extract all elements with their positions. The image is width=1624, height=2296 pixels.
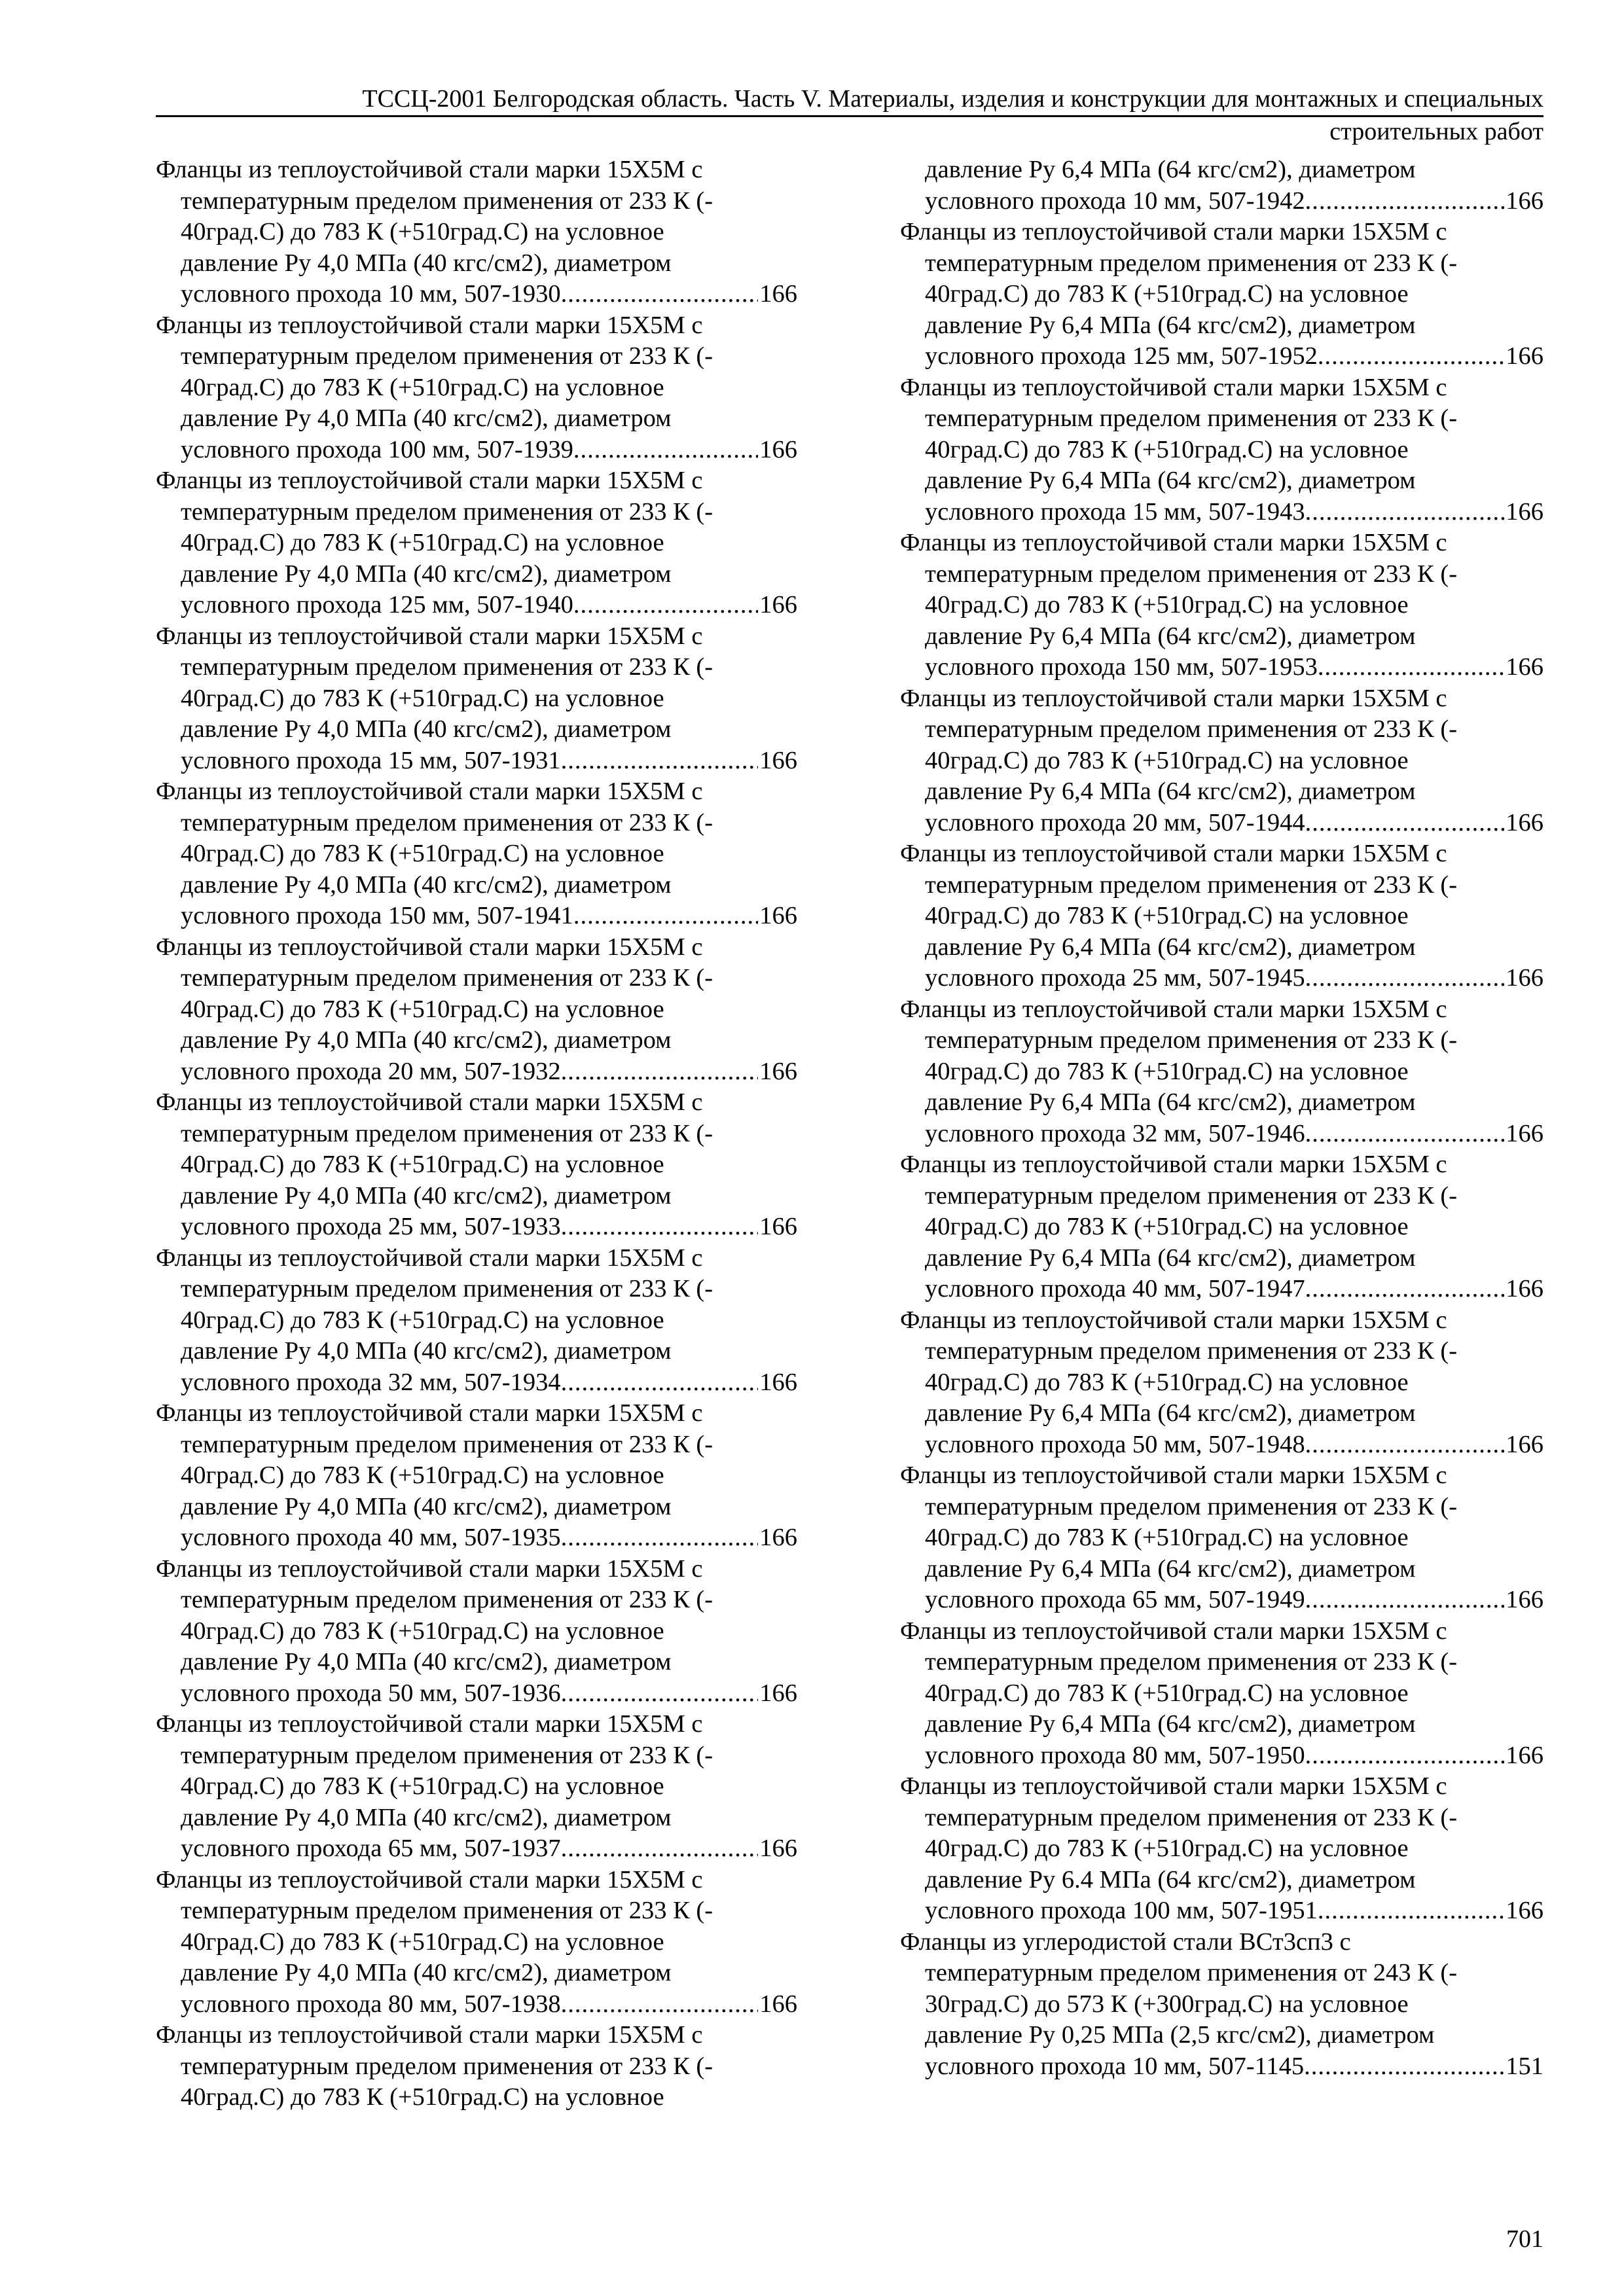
index-entry[interactable] (900, 528, 1543, 683)
entry-text-line: Фланцы из теплоустойчивой стали марки 15Х5М с (156, 622, 703, 650)
dot-leader (1305, 186, 1505, 217)
entry-code: условного прохода 125 мм, 507-1952 (925, 342, 1318, 370)
dot-leader (1318, 652, 1504, 683)
entry-text-line: температурным пределом применения от 243 К (- (925, 1959, 1458, 1986)
entry-last-line (900, 652, 1543, 683)
index-column-right (900, 154, 1543, 2082)
entry-text-line: давление Ру 6,4 МПа (64 кгс/см2), диаметром (925, 1399, 1416, 1427)
dot-leader (561, 279, 759, 310)
entry-text-line: давление Ру 6,4 МПа (64 кгс/см2), диаметром (925, 1244, 1416, 1272)
entry-text-line: Фланцы из теплоустойчивой стали марки 15Х5М с (156, 1865, 703, 1893)
entry-text-line: Фланцы из теплоустойчивой стали марки 15Х5М с (900, 995, 1447, 1023)
entry-text-line: 40град.С) до 783 К (+510град.С) на условное (181, 2083, 664, 2111)
entry-text-line: Фланцы из теплоустойчивой стали марки 15Х5М с (156, 1710, 703, 1738)
entry-last-line (156, 901, 797, 932)
index-entry[interactable] (900, 994, 1543, 1150)
entry-code: условного прохода 10 мм, 507-1145 (925, 2052, 1305, 2080)
entry-page-ref: 166 (1506, 342, 1543, 370)
entry-code: условного прохода 65 мм, 507-1937 (181, 1835, 561, 1862)
entry-last-line (900, 1585, 1543, 1616)
entry-last-line (900, 1119, 1543, 1150)
entry-code: условного прохода 20 мм, 507-1944 (925, 808, 1305, 836)
entry-text-line: 40град.С) до 783 К (+510град.С) на условное (181, 1151, 664, 1178)
entry-code: условного прохода 50 мм, 507-1948 (925, 1430, 1305, 1458)
entry-code: условного прохода 150 мм, 507-1941 (181, 902, 573, 929)
entry-text-line: температурным пределом применения от 233 К (- (181, 1897, 713, 1924)
entry-page-ref: 166 (759, 1213, 797, 1240)
dot-leader (573, 590, 758, 621)
index-entry[interactable] (156, 932, 797, 1088)
entry-last-line (900, 1274, 1543, 1305)
entry-page-ref: 166 (759, 280, 797, 308)
entry-text-line: Фланцы из теплоустойчивой стали марки 15Х5М с (900, 529, 1447, 556)
entry-text-line: Фланцы из теплоустойчивой стали марки 15Х5М с (900, 1151, 1447, 1178)
entry-code: условного прохода 10 мм, 507-1942 (925, 187, 1305, 215)
entry-page-ref: 166 (1506, 964, 1543, 992)
dot-leader (561, 1211, 759, 1243)
entry-page-ref: 166 (1506, 1586, 1543, 1613)
entry-last-line (156, 590, 797, 621)
index-entry[interactable] (156, 1243, 797, 1399)
entry-text-line: Фланцы из теплоустойчивой стали марки 15Х5М с (156, 2021, 703, 2049)
entry-text-line: Фланцы из теплоустойчивой стали марки 15Х5М с (900, 840, 1447, 867)
header-line-2: строительных работ (1329, 118, 1543, 145)
dot-leader (1305, 808, 1505, 839)
entry-text-line: давление Ру 6,4 МПа (64 кгс/см2), диаметром (925, 1554, 1416, 1583)
entry-text-line: температурным пределом применения от 233 К (- (925, 1337, 1458, 1365)
entry-text-line: давление Ру 4,0 МПа (40 кгс/см2), диаметром (181, 1026, 672, 1054)
header-line-1: ТССЦ-2001 Белгородская область. Часть V. Материалы, изделия и конструкции для монтажных и специальных (362, 85, 1543, 113)
entry-code: условного прохода 100 мм, 507-1951 (925, 1897, 1318, 1924)
entry-text-line: температурным пределом применения от 233 К (- (925, 404, 1458, 432)
entry-page-ref: 151 (1506, 2052, 1543, 2080)
entry-text-line: 40град.С) до 783 К (+510град.С) на условное (925, 902, 1409, 929)
entry-text-line: температурным пределом применения от 233 К (- (181, 1430, 713, 1458)
entry-text-line: Фланцы из теплоустойчивой стали марки 15Х5М с (900, 1617, 1447, 1645)
entry-text-line: 40град.С) до 783 К (+510град.С) на условное (181, 218, 664, 245)
dot-leader (561, 1056, 759, 1088)
entry-page-ref: 166 (1506, 808, 1543, 836)
entry-text-line: давление Ру 4,0 МПа (40 кгс/см2), диаметром (181, 1492, 672, 1520)
entry-text-line: Фланцы из теплоустойчивой стали марки 15Х5М с (156, 1088, 703, 1116)
index-entry[interactable] (156, 310, 797, 466)
index-entry[interactable] (156, 1865, 797, 2020)
entry-text-line: 40град.С) до 783 К (+510град.С) на условное (181, 684, 664, 712)
entry-text-line: давление Ру 4,0 МПа (40 кгс/см2), диаметром (181, 870, 672, 899)
entry-text-line: температурным пределом применения от 233 К (- (925, 870, 1458, 899)
index-entry[interactable] (156, 154, 797, 310)
entry-text-line: 40град.С) до 783 К (+510град.С) на условное (925, 280, 1409, 308)
entry-text-line: температурным пределом применения от 233 К (- (925, 1648, 1458, 1676)
entry-text-line: давление Ру 4,0 МПа (40 кгс/см2), диаметром (181, 1803, 672, 1831)
entry-page-ref: 166 (1506, 1897, 1543, 1924)
dot-leader (1318, 1895, 1504, 1927)
entry-code: условного прохода 40 мм, 507-1947 (925, 1275, 1305, 1302)
entry-page-ref: 166 (759, 1835, 797, 1862)
index-entry[interactable] (156, 2020, 797, 2113)
entry-text-line: давление Ру 4,0 МПа (40 кгс/см2), диаметром (181, 1648, 672, 1676)
entry-text-line: давление Ру 4,0 МПа (40 кгс/см2), диаметром (181, 1959, 672, 1986)
entry-code: условного прохода 15 мм, 507-1943 (925, 497, 1305, 526)
entry-text-line: температурным пределом применения от 233 К (- (181, 187, 713, 215)
entry-text-line: Фланцы из теплоустойчивой стали марки 15Х5М с (156, 778, 703, 805)
dot-leader (1305, 1119, 1505, 1150)
dot-leader (561, 1522, 759, 1554)
index-entry[interactable] (900, 1927, 1543, 2083)
entry-text-line: 30град.С) до 573 К (+300град.С) на условное (925, 1990, 1409, 2018)
entry-code: условного прохода 32 мм, 507-1934 (181, 1368, 561, 1396)
entry-text-line: давление Ру 4,0 МПа (40 кгс/см2), диаметром (181, 560, 672, 588)
dot-leader (561, 1367, 759, 1399)
entry-text-line: 40град.С) до 783 К (+510град.С) на условное (925, 1835, 1409, 1862)
entry-text-line: Фланцы из теплоустойчивой стали марки 15Х5М с (900, 1772, 1447, 1800)
entry-last-line (900, 963, 1543, 994)
entry-last-line (156, 1056, 797, 1088)
entry-last-line (156, 1833, 797, 1865)
entry-last-line (900, 1429, 1543, 1461)
entry-last-line (900, 186, 1543, 217)
entry-text-line: температурным пределом применения от 233 К (- (181, 964, 713, 992)
entry-text-line: давление Ру 4,0 МПа (40 кгс/см2), диаметром (181, 404, 672, 432)
entry-page-ref: 166 (759, 435, 797, 463)
entry-text-line: давление Ру 6,4 МПа (64 кгс/см2), диаметром (925, 156, 1416, 183)
entry-last-line (156, 1367, 797, 1399)
entry-last-line (900, 808, 1543, 839)
entry-page-ref: 166 (759, 902, 797, 929)
entry-text-line: 40град.С) до 783 К (+510град.С) на условное (925, 435, 1409, 463)
entry-text-line: температурным пределом применения от 233 К (- (181, 1741, 713, 1769)
entry-text-line: Фланцы из теплоустойчивой стали марки 15Х5М с (156, 1554, 703, 1583)
entry-page-ref: 166 (1506, 187, 1543, 215)
entry-text-line: температурным пределом применения от 233 К (- (181, 653, 713, 681)
entry-text-line: температурным пределом применения от 233 К (- (181, 1275, 713, 1302)
entry-page-ref: 166 (759, 746, 797, 774)
index-entry[interactable] (900, 154, 1543, 217)
entry-text-line: Фланцы из теплоустойчивой стали марки 15Х5М с (900, 1306, 1447, 1334)
entry-text-line: 40град.С) до 783 К (+510град.С) на условное (181, 1928, 664, 1956)
index-column-left (156, 154, 797, 2113)
entry-text-line: Фланцы из теплоустойчивой стали марки 15Х5М с (156, 311, 703, 339)
entry-code: условного прохода 20 мм, 507-1932 (181, 1057, 561, 1085)
dot-leader (1305, 1274, 1505, 1305)
entry-page-ref: 166 (759, 1990, 797, 2018)
entry-last-line (156, 1522, 797, 1554)
index-entry[interactable] (156, 1087, 797, 1243)
entry-text-line: 40град.С) до 783 К (+510град.С) на условное (925, 591, 1409, 619)
entry-page-ref: 166 (759, 591, 797, 619)
entry-page-ref: 166 (1506, 1119, 1543, 1147)
index-entry[interactable] (900, 1149, 1543, 1305)
dot-leader (573, 901, 758, 932)
entry-text-line: Фланцы из теплоустойчивой стали марки 15Х5М с (900, 684, 1447, 712)
entry-text-line: Фланцы из теплоустойчивой стали марки 15Х5М с (156, 933, 703, 961)
entry-text-line: температурным пределом применения от 233 К (- (925, 249, 1458, 277)
entry-text-line: 40град.С) до 783 К (+510град.С) на условное (181, 840, 664, 867)
entry-text-line: Фланцы из теплоустойчивой стали марки 15Х5М с (900, 1462, 1447, 1489)
index-entry[interactable] (900, 683, 1543, 839)
index-entry[interactable] (900, 1616, 1543, 1772)
entry-page-ref: 166 (759, 1057, 797, 1085)
entry-text-line: давление Ру 6,4 МПа (64 кгс/см2), диаметром (925, 467, 1416, 494)
entry-last-line (156, 745, 797, 777)
index-entry[interactable] (900, 217, 1543, 372)
entry-text-line: 40град.С) до 783 К (+510град.С) на условное (181, 1306, 664, 1334)
entry-last-line (900, 341, 1543, 372)
index-entry[interactable] (900, 1305, 1543, 1461)
entry-text-line: давление Ру 4,0 МПа (40 кгс/см2), диаметром (181, 1181, 672, 1210)
entry-text-line: 40град.С) до 783 К (+510град.С) на условное (181, 1462, 664, 1489)
entry-text-line: давление Ру 4,0 МПа (40 кгс/см2), диаметром (181, 249, 672, 277)
running-header (156, 84, 1543, 117)
entry-text-line: температурным пределом применения от 233 К (- (181, 808, 713, 836)
entry-page-ref: 166 (1506, 1275, 1543, 1302)
entry-text-line: Фланцы из теплоустойчивой стали марки 15Х5М с (156, 1244, 703, 1272)
entry-text-line: 40град.С) до 783 К (+510град.С) на условное (925, 1368, 1409, 1396)
index-entry[interactable] (900, 838, 1543, 994)
entry-page-ref: 166 (759, 1524, 797, 1551)
entry-text-line: Фланцы из теплоустойчивой стали марки 15Х5М с (900, 218, 1447, 245)
index-entry[interactable] (900, 1460, 1543, 1616)
entry-code: условного прохода 25 мм, 507-1933 (181, 1213, 561, 1240)
entry-text-line: температурным пределом применения от 233 К (- (925, 560, 1458, 588)
dot-leader (1305, 963, 1505, 994)
dot-leader (1318, 341, 1504, 372)
entry-text-line: 40град.С) до 783 К (+510град.С) на условное (925, 1057, 1409, 1085)
entry-text-line: давление Ру 0,25 МПа (2,5 кгс/см2), диаметром (925, 2021, 1435, 2049)
entry-text-line: температурным пределом применения от 233 К (- (181, 1586, 713, 1613)
entry-text-line: давление Ру 6,4 МПа (64 кгс/см2), диаметром (925, 1088, 1416, 1116)
dot-leader (1305, 497, 1505, 528)
entry-text-line: 40град.С) до 783 К (+510град.С) на условное (925, 1524, 1409, 1551)
entry-text-line: давление Ру 6,4 МПа (64 кгс/см2), диаметром (925, 622, 1416, 650)
dot-leader (573, 435, 758, 466)
entry-last-line (900, 2051, 1543, 2083)
dot-leader (561, 1989, 759, 2020)
entry-text-line: температурным пределом применения от 233 К (- (925, 715, 1458, 743)
entry-text-line: температурным пределом применения от 233 К (- (181, 497, 713, 526)
index-entry[interactable] (156, 776, 797, 932)
entry-code: условного прохода 100 мм, 507-1939 (181, 435, 573, 463)
entry-text-line: давление Ру 4,0 МПа (40 кгс/см2), диаметром (181, 715, 672, 743)
entry-page-ref: 166 (1506, 1430, 1543, 1458)
index-entry[interactable] (156, 1709, 797, 1865)
dot-leader (561, 1833, 759, 1865)
entry-text-line: давление Ру 6,4 МПа (64 кгс/см2), диаметром (925, 311, 1416, 339)
dot-leader (1304, 2051, 1504, 2083)
dot-leader (1305, 1585, 1505, 1616)
entry-page-ref: 166 (1506, 497, 1543, 526)
entry-last-line (900, 497, 1543, 528)
dot-leader (1305, 1429, 1505, 1461)
entry-code: условного прохода 40 мм, 507-1935 (181, 1524, 561, 1551)
dot-leader (561, 1678, 759, 1710)
entry-last-line (156, 279, 797, 310)
entry-text-line: температурным пределом применения от 233 К (- (181, 2052, 713, 2080)
entry-last-line (156, 435, 797, 466)
entry-text-line: давление Ру 4,0 МПа (40 кгс/см2), диаметром (181, 1337, 672, 1365)
entry-text-line: Фланцы из теплоустойчивой стали марки 15Х5М с (156, 467, 703, 494)
entry-code: условного прохода 125 мм, 507-1940 (181, 591, 573, 619)
entry-code: условного прохода 10 мм, 507-1930 (181, 280, 561, 308)
index-entry[interactable] (156, 621, 797, 777)
entry-text-line: температурным пределом применения от 233 К (- (925, 1181, 1458, 1210)
entry-code: условного прохода 50 мм, 507-1936 (181, 1679, 561, 1707)
entry-page-ref: 166 (1506, 653, 1543, 681)
entry-code: условного прохода 32 мм, 507-1946 (925, 1119, 1305, 1147)
entry-text-line: температурным пределом применения от 233 К (- (925, 1803, 1458, 1831)
entry-text-line: 40град.С) до 783 К (+510град.С) на условное (925, 746, 1409, 774)
entry-text-line: 40град.С) до 783 К (+510град.С) на условное (925, 1679, 1409, 1707)
entry-code: условного прохода 25 мм, 507-1945 (925, 964, 1305, 992)
entry-last-line (156, 1678, 797, 1710)
index-entry[interactable] (900, 1771, 1543, 1927)
entry-last-line (900, 1895, 1543, 1927)
index-entry[interactable] (156, 1398, 797, 1554)
entry-page-ref: 166 (1506, 1741, 1543, 1769)
entry-text-line: температурным пределом применения от 233 К (- (181, 1119, 713, 1147)
entry-text-line: температурным пределом применения от 233 К (- (925, 1026, 1458, 1054)
entry-text-line: 40град.С) до 783 К (+510град.С) на условное (181, 1617, 664, 1645)
entry-text-line: 40град.С) до 783 К (+510град.С) на условное (181, 1772, 664, 1800)
entry-text-line: температурным пределом применения от 233 К (- (181, 342, 713, 370)
entry-code: условного прохода 65 мм, 507-1949 (925, 1586, 1305, 1613)
entry-last-line (156, 1989, 797, 2020)
index-entry[interactable] (156, 1554, 797, 1710)
dot-leader (561, 745, 759, 777)
entry-text-line: давление Ру 6.4 МПа (64 кгс/см2), диаметром (925, 1865, 1416, 1893)
entry-text-line: 40град.С) до 783 К (+510град.С) на условное (925, 1213, 1409, 1240)
entry-last-line (900, 1740, 1543, 1772)
entry-code: условного прохода 15 мм, 507-1931 (181, 746, 561, 774)
entry-last-line (156, 1211, 797, 1243)
entry-text-line: Фланцы из теплоустойчивой стали марки 15Х5М с (900, 373, 1447, 401)
entry-text-line: Фланцы из теплоустойчивой стали марки 15Х5М с (156, 1399, 703, 1427)
entry-text-line: давление Ру 6,4 МПа (64 кгс/см2), диаметром (925, 933, 1416, 961)
entry-page-ref: 166 (759, 1368, 797, 1396)
entry-text-line: 40град.С) до 783 К (+510град.С) на условное (181, 995, 664, 1023)
index-entry[interactable] (900, 372, 1543, 528)
page-number: 701 (1506, 2225, 1543, 2253)
entry-text-line: температурным пределом применения от 233 К (- (925, 1492, 1458, 1520)
entry-code: условного прохода 80 мм, 507-1950 (925, 1741, 1305, 1769)
entry-text-line: 40град.С) до 783 К (+510град.С) на условное (181, 529, 664, 556)
entry-text-line: давление Ру 6,4 МПа (64 кгс/см2), диаметром (925, 1710, 1416, 1738)
entry-code: условного прохода 150 мм, 507-1953 (925, 653, 1318, 681)
entry-text-line: давление Ру 6,4 МПа (64 кгс/см2), диаметром (925, 778, 1416, 805)
dot-leader (1305, 1740, 1505, 1772)
entry-text-line: Фланцы из углеродистой стали ВСт3сп3 с (900, 1928, 1351, 1956)
entry-text-line: Фланцы из теплоустойчивой стали марки 15Х5М с (156, 156, 703, 183)
index-entry[interactable] (156, 465, 797, 621)
entry-code: условного прохода 80 мм, 507-1938 (181, 1990, 561, 2018)
entry-page-ref: 166 (759, 1679, 797, 1707)
entry-text-line: 40град.С) до 783 К (+510град.С) на условное (181, 373, 664, 401)
